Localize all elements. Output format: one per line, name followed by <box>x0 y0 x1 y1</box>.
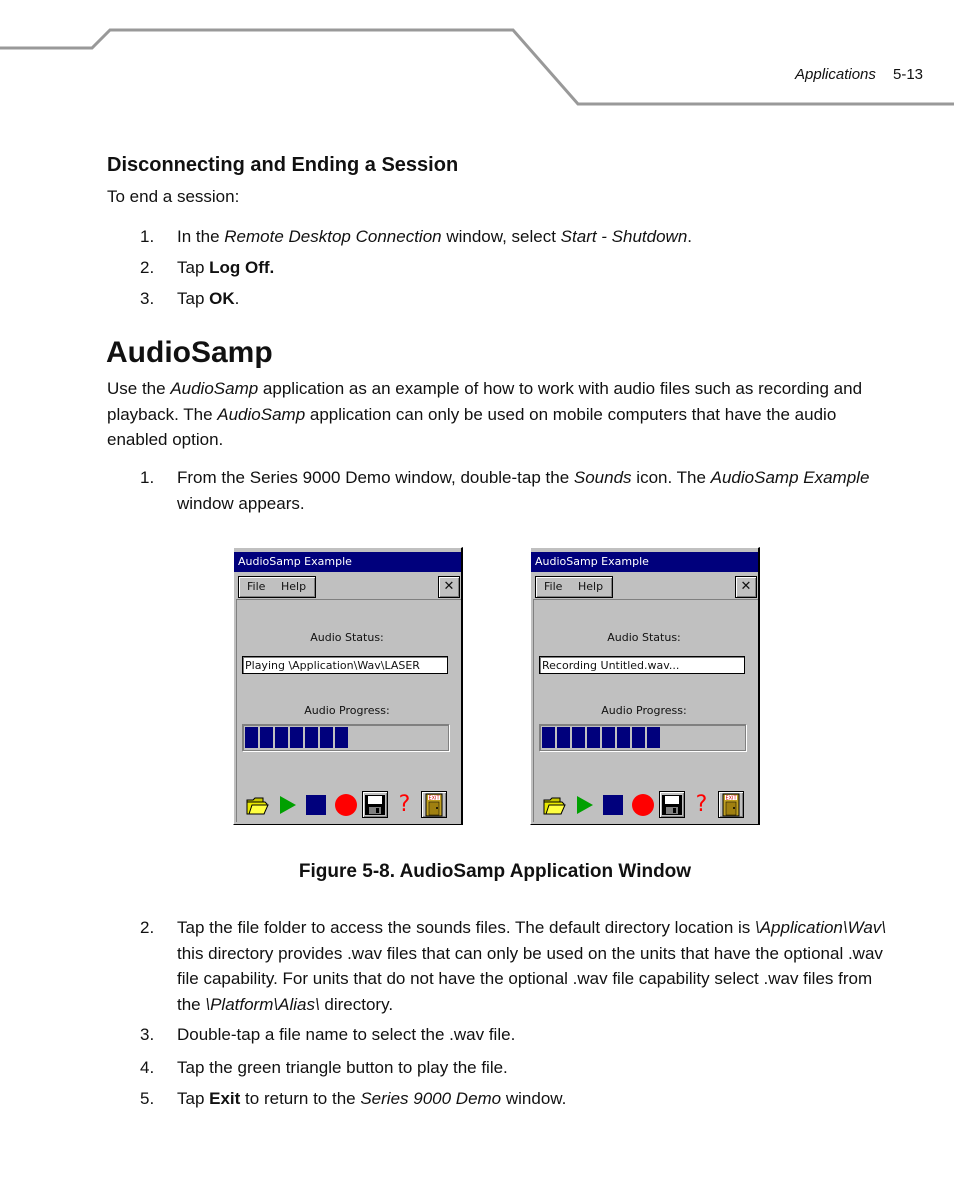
page-number: 5-13 <box>893 66 924 83</box>
menu-help[interactable]: Help <box>578 580 604 593</box>
stop-icon <box>602 794 624 816</box>
header-rule <box>0 0 954 110</box>
record-icon <box>631 793 655 817</box>
section-title: AudioSamp <box>106 336 273 369</box>
play-icon <box>276 794 298 816</box>
progress-fill <box>245 727 348 748</box>
step-number: 4. <box>140 1058 155 1077</box>
audio-progress-bar <box>242 724 449 751</box>
step-number: 3. <box>140 289 155 308</box>
step-number: 5. <box>140 1089 155 1108</box>
progress-block <box>572 727 585 748</box>
menu-file[interactable]: File <box>544 580 563 593</box>
subsection-title: Disconnecting and Ending a Session <box>107 154 459 176</box>
step-text: Tap Exit to return to the Series 9000 Demo window. <box>177 1089 567 1108</box>
open-folder-icon <box>245 794 269 816</box>
menu-bar <box>236 574 462 598</box>
exit-icon <box>722 793 740 817</box>
progress-block <box>557 727 570 748</box>
record-button[interactable] <box>333 791 359 818</box>
progress-block <box>320 727 333 748</box>
stop-button[interactable] <box>303 791 329 818</box>
window-title: AudioSamp Example <box>531 552 758 572</box>
running-head-section: Applications <box>795 66 876 83</box>
progress-fill <box>542 727 660 748</box>
progress-block <box>305 727 318 748</box>
running-head <box>795 66 924 83</box>
help-icon: ? <box>695 791 708 817</box>
help-icon: ? <box>398 791 411 817</box>
audio-progress-label: Audio Progress: <box>304 704 390 717</box>
audio-status-field: Recording Untitled.wav... <box>539 656 745 674</box>
progress-block <box>647 727 660 748</box>
play-icon <box>573 794 595 816</box>
exit-button[interactable] <box>421 791 447 818</box>
menu-group <box>238 576 316 598</box>
svg-text:EXIT: EXIT <box>725 795 737 801</box>
step-number: 2. <box>140 258 155 277</box>
step-number: 3. <box>140 1025 155 1044</box>
menu-bar <box>533 574 759 598</box>
exit-button[interactable] <box>718 791 744 818</box>
stop-button[interactable] <box>600 791 626 818</box>
save-icon <box>364 794 386 816</box>
help-button[interactable] <box>392 791 418 818</box>
menu-group <box>535 576 613 598</box>
audio-progress-label: Audio Progress: <box>601 704 687 717</box>
step-text: Tap the file folder to access the sounds files. The default directory location is \Application\Wav\ this directory provides .wav files that can only be used on the units that have the optional .wav file capability. For units that do not have the optional .wav file capability select .wav files from the \Platform\Alias\ directory. <box>177 918 887 1014</box>
progress-block <box>602 727 615 748</box>
audio-status-label: Audio Status: <box>607 631 681 644</box>
step-text: Double-tap a file name to select the .wav file. <box>177 1025 516 1044</box>
progress-block <box>542 727 555 748</box>
figure-caption: Figure 5-8. AudioSamp Application Window <box>298 861 692 882</box>
step-text: Tap OK. <box>177 289 240 308</box>
step-number: 1. <box>140 468 155 487</box>
window-title: AudioSamp Example <box>234 552 461 572</box>
audio-status-field: Playing \Application\Wav\LASER <box>242 656 448 674</box>
progress-block <box>587 727 600 748</box>
record-button[interactable] <box>630 791 656 818</box>
close-button[interactable]: ✕ <box>438 576 460 598</box>
open-folder-icon <box>542 794 566 816</box>
open-folder-button[interactable] <box>541 791 567 818</box>
progress-block <box>617 727 630 748</box>
audio-progress-bar <box>539 724 746 751</box>
audiosamp-window-recording <box>530 547 760 825</box>
section-paragraph: Use the AudioSamp application as an example of how to work with audio files such as recording and playback. The AudioSamp application can only be used on mobile computers that have the audio enabled option. <box>107 379 863 449</box>
progress-block <box>260 727 273 748</box>
save-icon <box>661 794 683 816</box>
step-text: Tap the green triangle button to play the file. <box>177 1058 508 1077</box>
open-folder-button[interactable] <box>244 791 270 818</box>
close-button[interactable]: ✕ <box>735 576 757 598</box>
play-button[interactable] <box>274 791 300 818</box>
progress-block <box>275 727 288 748</box>
menu-file[interactable]: File <box>247 580 266 593</box>
audio-status-label: Audio Status: <box>310 631 384 644</box>
step-text: From the Series 9000 Demo window, double-tap the Sounds icon. The AudioSamp Example window appears. <box>177 468 870 513</box>
save-button[interactable] <box>362 791 388 818</box>
play-button[interactable] <box>571 791 597 818</box>
step-number: 2. <box>140 918 155 937</box>
save-button[interactable] <box>659 791 685 818</box>
record-icon <box>334 793 358 817</box>
menu-help[interactable]: Help <box>281 580 307 593</box>
step-text: Tap Log Off. <box>177 258 275 277</box>
audiosamp-window-playing <box>233 547 463 825</box>
progress-block <box>245 727 258 748</box>
step-text: In the Remote Desktop Connection window, select Start - Shutdown. <box>177 227 693 246</box>
subsection-intro: To end a session: <box>107 187 240 206</box>
help-button[interactable] <box>689 791 715 818</box>
exit-icon <box>425 793 443 817</box>
progress-block <box>290 727 303 748</box>
svg-text:EXIT: EXIT <box>428 795 440 801</box>
progress-block <box>335 727 348 748</box>
progress-block <box>632 727 645 748</box>
stop-icon <box>305 794 327 816</box>
step-number: 1. <box>140 227 155 246</box>
